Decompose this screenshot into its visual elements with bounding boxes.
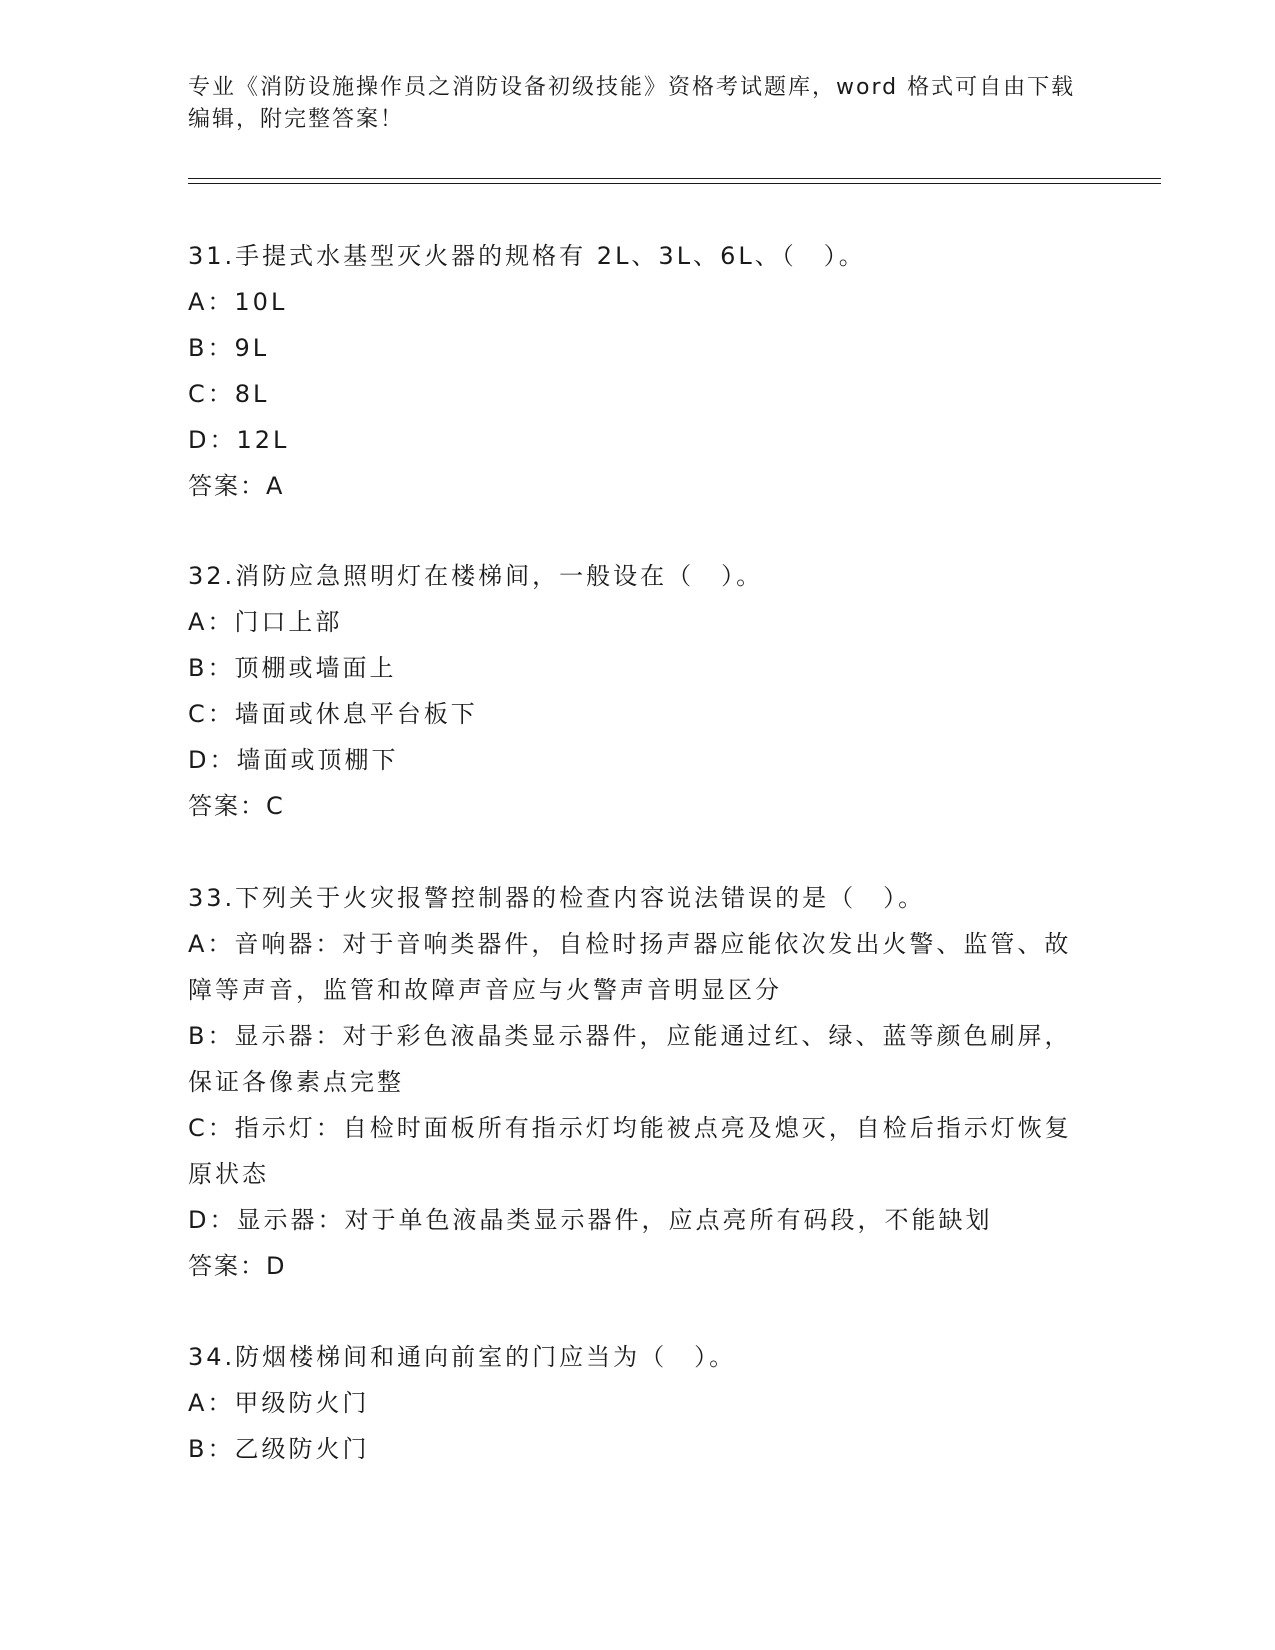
question-31 <box>188 233 1088 509</box>
question-stem: 32.消防应急照明灯在楼梯间，一般设在（ ）。 <box>188 562 764 590</box>
option-d: D：显示器：对于单色液晶类显示器件，应点亮所有码段，不能缺划 <box>188 1206 993 1234</box>
option-a: A：10L <box>188 288 288 316</box>
answer-line: 答案：A <box>188 472 285 500</box>
question-stem: 34.防烟楼梯间和通向前室的门应当为（ ）。 <box>188 1343 737 1371</box>
question-34 <box>188 1334 1088 1472</box>
header-rule-top <box>188 178 1161 179</box>
option-c: C：墙面或休息平台板下 <box>188 700 478 728</box>
option-b: B：显示器：对于彩色液晶类显示器件，应能通过红、绿、蓝等颜色刷屏，保证各像素点完整 <box>188 1022 1072 1096</box>
option-d: D：12L <box>188 426 290 454</box>
option-a: A：甲级防火门 <box>188 1389 370 1417</box>
question-33 <box>188 875 1088 1289</box>
document-header: 专业《消防设施操作员之消防设备初级技能》资格考试题库，word 格式可自由下载编辑，附完整答案！ <box>188 75 1076 132</box>
question-32 <box>188 553 1088 829</box>
question-stem: 31.手提式水基型灭火器的规格有 2L、3L、6L、（ ）。 <box>188 242 866 270</box>
option-b: B：顶棚或墙面上 <box>188 654 397 682</box>
answer-line: 答案：D <box>188 1252 287 1280</box>
option-d: D：墙面或顶棚下 <box>188 746 399 774</box>
header-rule-bottom <box>188 183 1161 184</box>
option-a: A：门口上部 <box>188 608 343 636</box>
answer-line: 答案：C <box>188 792 285 820</box>
question-stem: 33.下列关于火灾报警控制器的检查内容说法错误的是（ ）。 <box>188 884 926 912</box>
option-c: C：指示灯：自检时面板所有指示灯均能被点亮及熄灭，自检后指示灯恢复原状态 <box>188 1114 1072 1188</box>
option-b: B：9L <box>188 334 270 362</box>
option-b: B：乙级防火门 <box>188 1435 370 1463</box>
option-a: A：音响器：对于音响类器件，自检时扬声器应能依次发出火警、监管、故障等声音，监管和故障声音应与火警声音明显区分 <box>188 930 1072 1004</box>
option-c: C：8L <box>188 380 270 408</box>
